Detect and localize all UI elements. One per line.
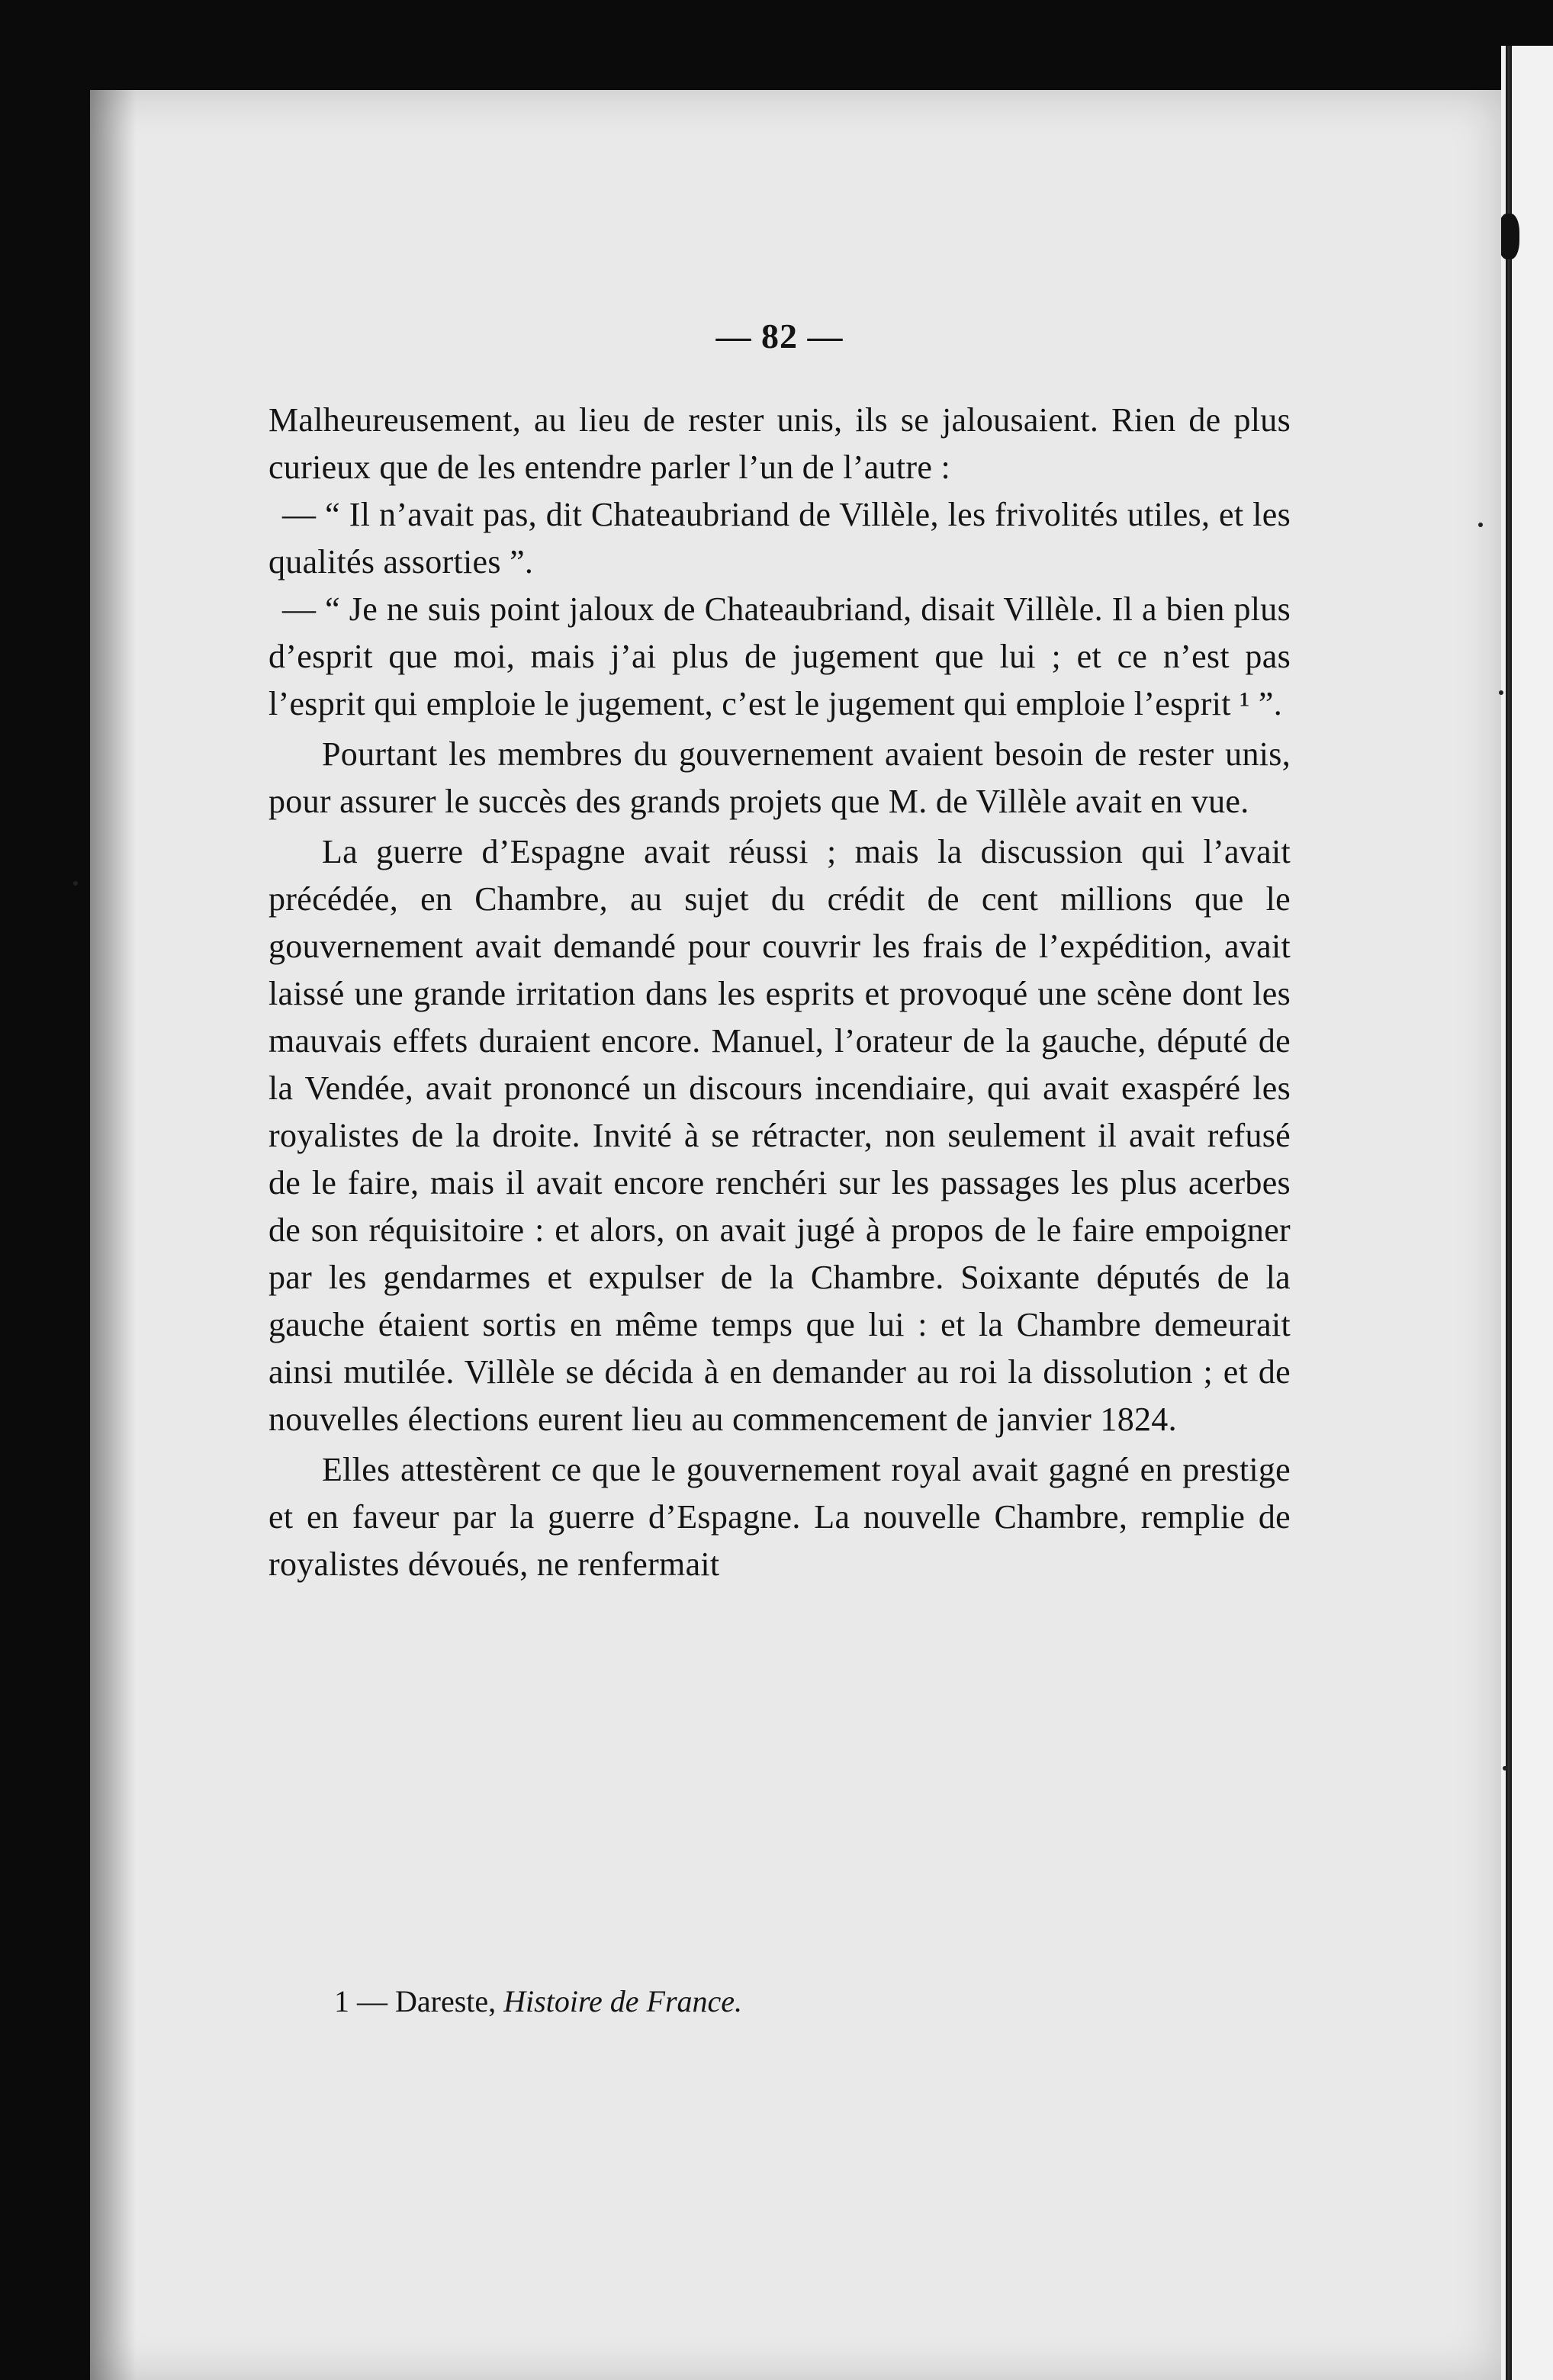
binding-knot <box>1501 214 1519 259</box>
page-text-block <box>268 313 1291 1588</box>
footnote-author: Dareste, <box>395 1984 497 2018</box>
footnote <box>334 1983 742 2019</box>
binding-line <box>1506 46 1512 2380</box>
paragraph: Elles attestèrent ce que le gouvernement royal avait gagné en prestige et en faveur par la guerre d’Espagne. La nouvelle Chambre, remplie de royalistes dévoués, ne renfermait <box>268 1451 1291 1583</box>
paragraph: Pourtant les membres du gouvernement avaient besoin de rester unis, pour assurer le succès des grands projets que M. de Villèle avait en vue. <box>268 735 1291 820</box>
paragraph-quote: — “ Il n’avait pas, dit Chateaubriand de Villèle, les frivolités utiles, et les qualités assorties ”. <box>268 496 1291 581</box>
footnote-title: Histoire de France. <box>503 1984 743 2018</box>
scan-speck <box>1499 690 1503 695</box>
paragraph-quote: — “ Je ne suis point jaloux de Chateaubriand, disait Villèle. Il a bien plus d’esprit que moi, mais j’ai plus de jugement que lui ; et ce n’est pas l’esprit qui emploie le jugement, c’est le jugement qui emploie l’esprit ¹ ”. <box>268 590 1291 722</box>
book-binding-edge <box>1501 46 1553 2380</box>
paragraph: Malheureusement, au lieu de rester unis, ils se jalousaient. Rien de plus curieux que de les entendre parler l’un de l’autre : <box>268 401 1291 486</box>
page-number: — 82 — <box>715 317 844 355</box>
footnote-marker: 1 — <box>334 1984 387 2018</box>
scan-speck <box>73 881 78 886</box>
scan-speck <box>1503 1766 1507 1771</box>
page-edge-shadow <box>90 90 136 2380</box>
paragraph: La guerre d’Espagne avait réussi ; mais la discussion qui l’avait précédée, en Chambre, au sujet du crédit de cent millions que le gouvernement avait demandé pour couvrir les frais de l’expédition, avait laissé une grande irritation dans les esprits et provoqué une scène dont les mauvais effets duraient encore. Manuel, l’orateur de la gauche, député de la Vendée, avait prononcé un discours incendiaire, qui avait exaspéré les royalistes de la droite. Invité à se rétracter, non seulement il avait refusé de le faire, mais il avait encore renchéri sur les passages les plus acerbes de son réquisitoire : et alors, on avait jugé à propos de le faire empoigner par les gendarmes et expulser de la Chambre. Soixante députés de la gauche étaient sortis en même temps que lui : et la Chambre demeurait ainsi mutilée. Villèle se décida à en demander au roi la dissolution ; et de nouvelles élections eurent lieu au commencement de janvier 1824. <box>268 833 1291 1438</box>
scan-speck <box>1478 523 1483 527</box>
